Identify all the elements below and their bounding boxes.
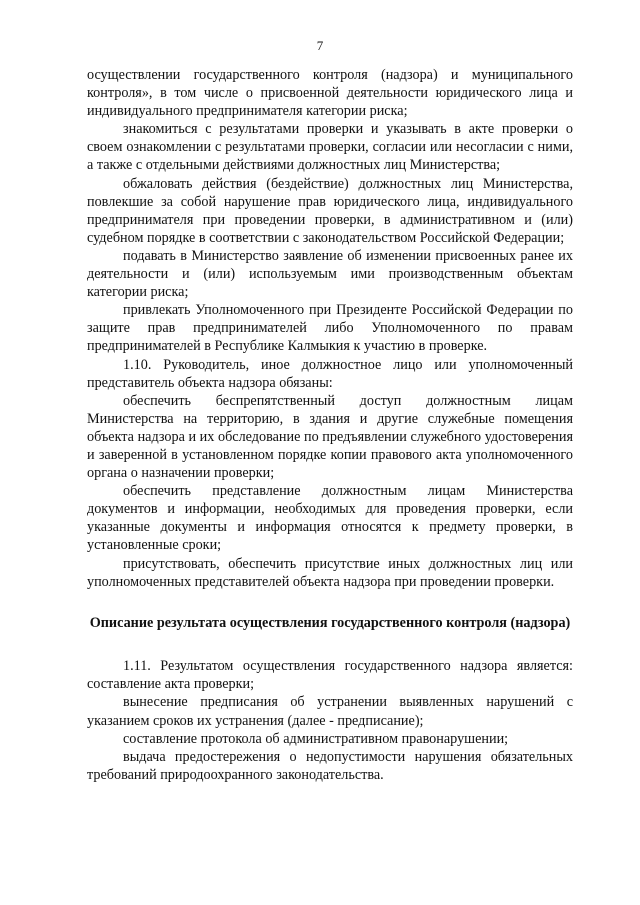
paragraph-right-acquaint: знакомиться с результатами проверки и указывать в акте проверки о своем ознакомлении с результатами проверки, согласии или несогласии с ними, а также с отдельными действиями должностных лиц Министерства;: [87, 121, 573, 174]
paragraph-right-ombudsman: привлекать Уполномоченного при Президенте Российской Федерации по защите прав предпринимателей либо Уполномоченного по правам предпринимателей в Республике Калмыкия к участию в проверке.: [87, 302, 573, 355]
paragraph-clause-1-11: 1.11. Результатом осуществления государственного надзора является: составление акта проверки;: [87, 658, 573, 693]
paragraph-duty-presence: присутствовать, обеспечить присутствие иных должностных лиц или уполномоченных представителей объекта надзора при проведении проверки.: [87, 555, 573, 590]
section-heading: Описание результата осуществления государственного контроля (надзора): [89, 614, 571, 631]
paragraph-result-warning: выдача предостережения о недопустимости нарушения обязательных требований природоохранного законодательства.: [87, 748, 573, 783]
paragraph-clause-1-10: 1.10. Руководитель, иное должностное лицо или уполномоченный представитель объекта надзора обязаны:: [87, 356, 573, 391]
paragraph-right-risk-change: подавать в Министерство заявление об изменении присвоенных ранее их деятельности и (или) используемым ими производственным объектам категории риска;: [87, 247, 573, 301]
document-body: [87, 66, 573, 784]
paragraph-right-appeal: обжаловать действия (бездействие) должностных лиц Министерства, повлекшие за собой нарушение прав юридического лица, индивидуального предпринимателя при проведении проверки, в административном и (или) судебном порядке в соответствии с законодательством Российской Федерации;: [87, 175, 573, 246]
paragraph-continuation: осуществлении государственного контроля (надзора) и муниципального контроля», в том числе о присвоенной деятельности юридического лица и индивидуального предпринимателя категории риска;: [87, 67, 573, 120]
paragraph-result-protocol: составление протокола об административном правонарушении;: [123, 730, 509, 747]
paragraph-duty-documents: обеспечить представление должностным лицам Министерства документов и информации, необходимых для проведения проверки, если указанные документы и информация относятся к предмету проверки, в установленные сроки;: [87, 483, 573, 554]
paragraph-duty-access: обеспечить беспрепятственный доступ должностным лицам Министерства на территорию, в здания и другие служебные помещения объекта надзора и их обследование по предъявлении служебного удостоверения и заверенной в установленном порядке копии правового акта уполномоченного органа о назначении проверки;: [87, 392, 573, 482]
page-number: 7: [316, 38, 324, 53]
paragraph-result-order: вынесение предписания об устранении выявленных нарушений с указанием сроков их устранения (далее - предписание);: [87, 694, 573, 729]
